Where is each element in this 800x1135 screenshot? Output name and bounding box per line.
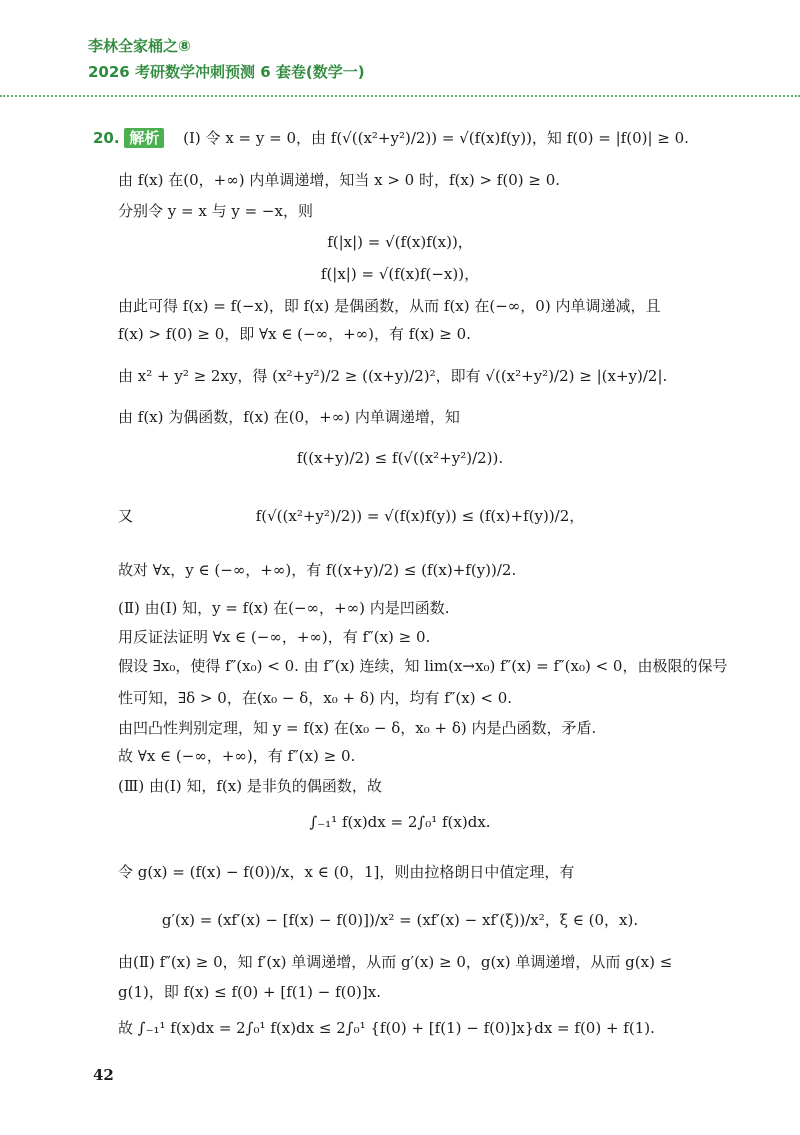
solution-line: 由 x² + y² ≥ 2xy，得 (x²+y²)/2 ≥ ((x+y)/2)²，即有 √((x²+y²)/2) ≥ |(x+y)/2|.: [118, 367, 668, 385]
display-equation: f(|x|) = √(f(x)f(−x))，: [320, 265, 480, 283]
solution-line: 故对 ∀x，y ∈ (−∞，+∞)，有 f((x+y)/2) ≤ (f(x)+f(y))/2.: [118, 561, 517, 579]
running-header: [88, 36, 365, 82]
solution-line: 又: [118, 507, 134, 525]
solution-line: f(x) > f(0) ≥ 0，即 ∀x ∈ (−∞，+∞)，有 f(x) ≥ 0.: [118, 325, 471, 343]
series-title: 李林全家桶之⑧: [88, 37, 191, 55]
solution-line: (Ⅱ) 由(Ⅰ) 知，y = f(x) 在(−∞，+∞) 内是凹函数.: [118, 599, 450, 617]
display-equation: g′(x) = (xf′(x) − [f(x) − f(0)])/x² = (xf′(x) − xf′(ξ))/x²，ξ ∈ (0，x).: [161, 911, 639, 929]
solution-line: 令 g(x) = (f(x) − f(0))/x，x ∈ (0，1]，则由拉格朗日中值定理，有: [118, 863, 575, 881]
solution-line: (Ⅲ) 由(Ⅰ) 知，f(x) 是非负的偶函数，故: [118, 777, 382, 795]
solution-line: 故 ∫₋₁¹ f(x)dx = 2∫₀¹ f(x)dx ≤ 2∫₀¹ {f(0) + [f(1) − f(0)]x}dx = f(0) + f(1).: [118, 1019, 655, 1037]
display-equation: ∫₋₁¹ f(x)dx = 2∫₀¹ f(x)dx.: [309, 813, 491, 831]
solution-line: 性可知，∃δ > 0，在(x₀ − δ，x₀ + δ) 内，均有 f″(x) < 0.: [118, 689, 513, 707]
display-equation: f(|x|) = √(f(x)f(x))，: [327, 233, 473, 251]
solution-line: 用反证法证明 ∀x ∈ (−∞，+∞)，有 f″(x) ≥ 0.: [118, 628, 431, 646]
display-equation: f(√((x²+y²)/2)) = √(f(x)f(y)) ≤ (f(x)+f(y))/2，: [255, 507, 585, 525]
page-number: 42: [93, 1066, 114, 1084]
book-title: 2026 考研数学冲刺预测 6 套卷(数学一): [88, 63, 365, 81]
problem-number: 20.: [93, 129, 120, 147]
solution-line: 假设 ∃x₀，使得 f″(x₀) < 0. 由 f″(x) 连续，知 lim(x→x₀) f″(x) = f″(x₀) < 0，由极限的保号: [118, 657, 728, 675]
display-equation: f((x+y)/2) ≤ f(√((x²+y²)/2)).: [296, 449, 504, 467]
solution-line-1: [93, 128, 689, 148]
solution-line: 由凹凸性判别定理，知 y = f(x) 在(x₀ − δ，x₀ + δ) 内是凸函数，矛盾.: [118, 719, 597, 737]
solution-line: 由 f(x) 在(0，+∞) 内单调递增，知当 x > 0 时，f(x) > f(0) ≥ 0.: [118, 171, 561, 189]
solution-text: (Ⅰ) 令 x = y = 0，由 f(√((x²+y²)/2)) = √(f(x)f(y))，知 f(0) = |f(0)| ≥ 0.: [183, 129, 689, 147]
solution-line: 由此可得 f(x) = f(−x)，即 f(x) 是偶函数，从而 f(x) 在(−∞，0) 内单调递减，且: [118, 297, 661, 315]
solution-line: 由 f(x) 为偶函数，f(x) 在(0，+∞) 内单调递增，知: [118, 408, 460, 426]
solution-line: g(1)，即 f(x) ≤ f(0) + [f(1) − f(0)]x.: [118, 983, 381, 1001]
solution-line: 由(Ⅱ) f″(x) ≥ 0，知 f′(x) 单调递增，从而 g′(x) ≥ 0，g(x) 单调递增，从而 g(x) ≤: [118, 953, 673, 971]
solution-line: 故 ∀x ∈ (−∞，+∞)，有 f″(x) ≥ 0.: [118, 747, 356, 765]
solution-line: 分别令 y = x 与 y = −x，则: [118, 202, 313, 220]
header-divider: [0, 95, 800, 97]
solution-badge: 解析: [124, 128, 164, 148]
